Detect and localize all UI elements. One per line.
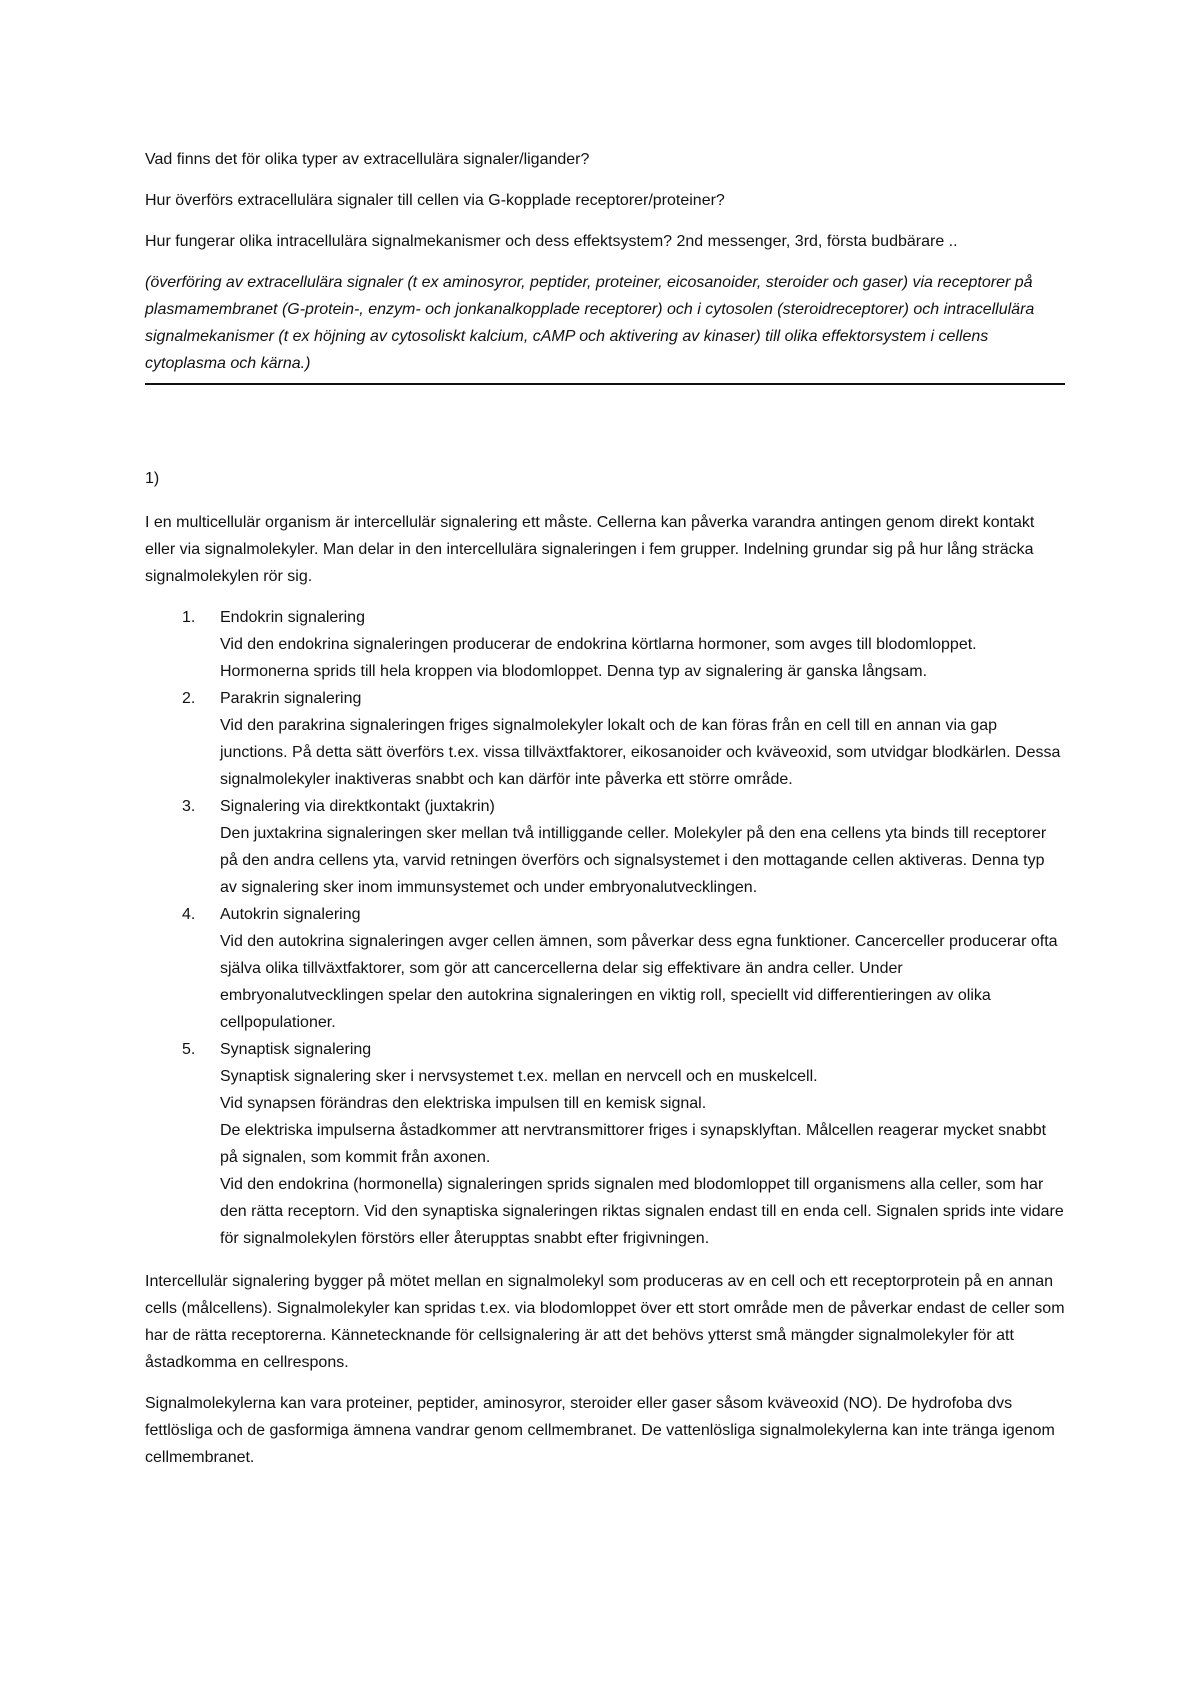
- questions-block: [145, 146, 1065, 385]
- list-number: 4.: [182, 906, 196, 923]
- list-item: [145, 685, 1065, 793]
- summary-italic: (överföring av extracellulära signaler (t ex aminosyror, peptider, proteiner, eicosanoider, steroider och gaser) via receptorer på plasmamembranet (G-protein-, enzym- och jonkanalkopplade receptorer) och i cytosolen (steroidreceptorer) och intracellulära signalmekanismer (t ex höjning av cytosoliskt kalcium, cAMP och aktivering av kinaser) till olika effektorsystem i cellens cytoplasma och kärna.): [145, 269, 1065, 385]
- list-item-title: Signalering via direktkontakt (juxtakrin): [220, 798, 495, 815]
- list-item-title: Endokrin signalering: [220, 609, 365, 626]
- question-2: Hur överförs extracellulära signaler till cellen via G-kopplade receptorer/proteiner?: [145, 192, 725, 209]
- list-item-title: Parakrin signalering: [220, 690, 362, 707]
- closing-paragraph-1: Intercellulär signalering bygger på mötet mellan en signalmolekyl som produceras av en cell och ett receptorprotein på en annan cells (målcellens). Signalmolekyler kan spridas t.ex. via blodomloppet över ett stort område men de påverkar endast de celler som har de rätta receptorerna. Kännetecknande för cellsignalering är att det behövs ytterst små mängder signalmolekyler för att åstadkomma en cellrespons.: [145, 1273, 1065, 1371]
- list-item-text: Synaptisk signalering sker i nervsystemet t.ex. mellan en nervcell och en muskelcell.: [220, 1068, 818, 1085]
- list-item-text: Vid den endokrina signaleringen producerar de endokrina körtlarna hormoner, som avges till blodomloppet. Hormonerna sprids till hela kroppen via blodomloppet. Denna typ av signalering är ganska långsam.: [220, 636, 977, 680]
- list-item: [145, 793, 1065, 901]
- list-number: 1.: [182, 609, 196, 626]
- intro-paragraph: I en multicellulär organism är intercellulär signalering ett måste. Cellerna kan påverka varandra antingen genom direkt kontakt eller via signalmolekyler. Man delar in den intercellulära signaleringen i fem grupper. Indelning grundar sig på hur lång sträcka signalmolekylen rör sig.: [145, 514, 1035, 585]
- section-number: 1): [145, 470, 160, 487]
- list-item-text: Vid synapsen förändras den elektriska impulsen till en kemisk signal.: [220, 1095, 707, 1112]
- list-item: [145, 604, 1065, 685]
- list-item-text: De elektriska impulserna åstadkommer att nervtransmittorer friges i synapsklyftan. Målcellen reagerar mycket snabbt på signalen, som kommit från axonen.: [220, 1122, 1047, 1166]
- list-item: [145, 1036, 1065, 1252]
- question-3: Hur fungerar olika intracellulära signalmekanismer och dess effektsystem? 2nd messenger, 3rd, första budbärare ..: [145, 233, 958, 250]
- closing-block: [145, 1268, 1065, 1471]
- list-number: 2.: [182, 690, 196, 707]
- list-item-title: Synaptisk signalering: [220, 1041, 372, 1058]
- list-item-title: Autokrin signalering: [220, 906, 361, 923]
- question-1: Vad finns det för olika typer av extracellulära signaler/ligander?: [145, 151, 590, 168]
- closing-paragraph-2: Signalmolekylerna kan vara proteiner, peptider, aminosyror, steroider eller gaser såsom kväveoxid (NO). De hydrofoba dvs fettlösliga och de gasformiga ämnena vandrar genom cellmembranet. De vattenlösliga signalmolekylerna kan inte tränga igenom cellmembranet.: [145, 1395, 1055, 1466]
- list-number: 5.: [182, 1041, 196, 1058]
- list-item-text: Den juxtakrina signaleringen sker mellan två intilliggande celler. Molekyler på den ena cellens yta binds till receptorer på den andra cellens yta, varvid retningen överförs och signalsystemet i den mottagande cellen aktiveras. Denna typ av signalering sker inom immunsystemet och under embryonalutvecklingen.: [220, 825, 1047, 896]
- list-item-text: Vid den autokrina signaleringen avger cellen ämnen, som påverkar dess egna funktioner. Cancerceller producerar ofta själva olika tillväxtfaktorer, som gör att cancercellerna delar sig effektivare än andra celler. Under embryonalutvecklingen spelar den autokrina signaleringen en viktig roll, speciellt vid differentieringen av olika cellpopulationer.: [220, 933, 1058, 1031]
- main-body: [145, 509, 1065, 1485]
- list-item: [145, 901, 1065, 1036]
- signaling-list: [145, 604, 1065, 1252]
- list-item-text: Vid den endokrina (hormonella) signaleringen sprids signalen med blodomloppet till organismens alla celler, som har den rätta receptorn. Vid den synaptiska signaleringen riktas signalen endast till en enda cell. Signalen sprids inte vidare för signalmolekylen förstörs eller återupptas snabbt efter frigivningen.: [220, 1176, 1064, 1247]
- list-number: 3.: [182, 798, 196, 815]
- list-item-text: Vid den parakrina signaleringen friges signalmolekyler lokalt och de kan föras från en cell till en annan via gap junctions. På detta sätt överförs t.ex. vissa tillväxtfaktorer, eikosanoider och kväveoxid, som utvidgar blodkärlen. Dessa signalmolekyler inaktiveras snabbt och kan därför inte påverka ett större område.: [220, 717, 1061, 788]
